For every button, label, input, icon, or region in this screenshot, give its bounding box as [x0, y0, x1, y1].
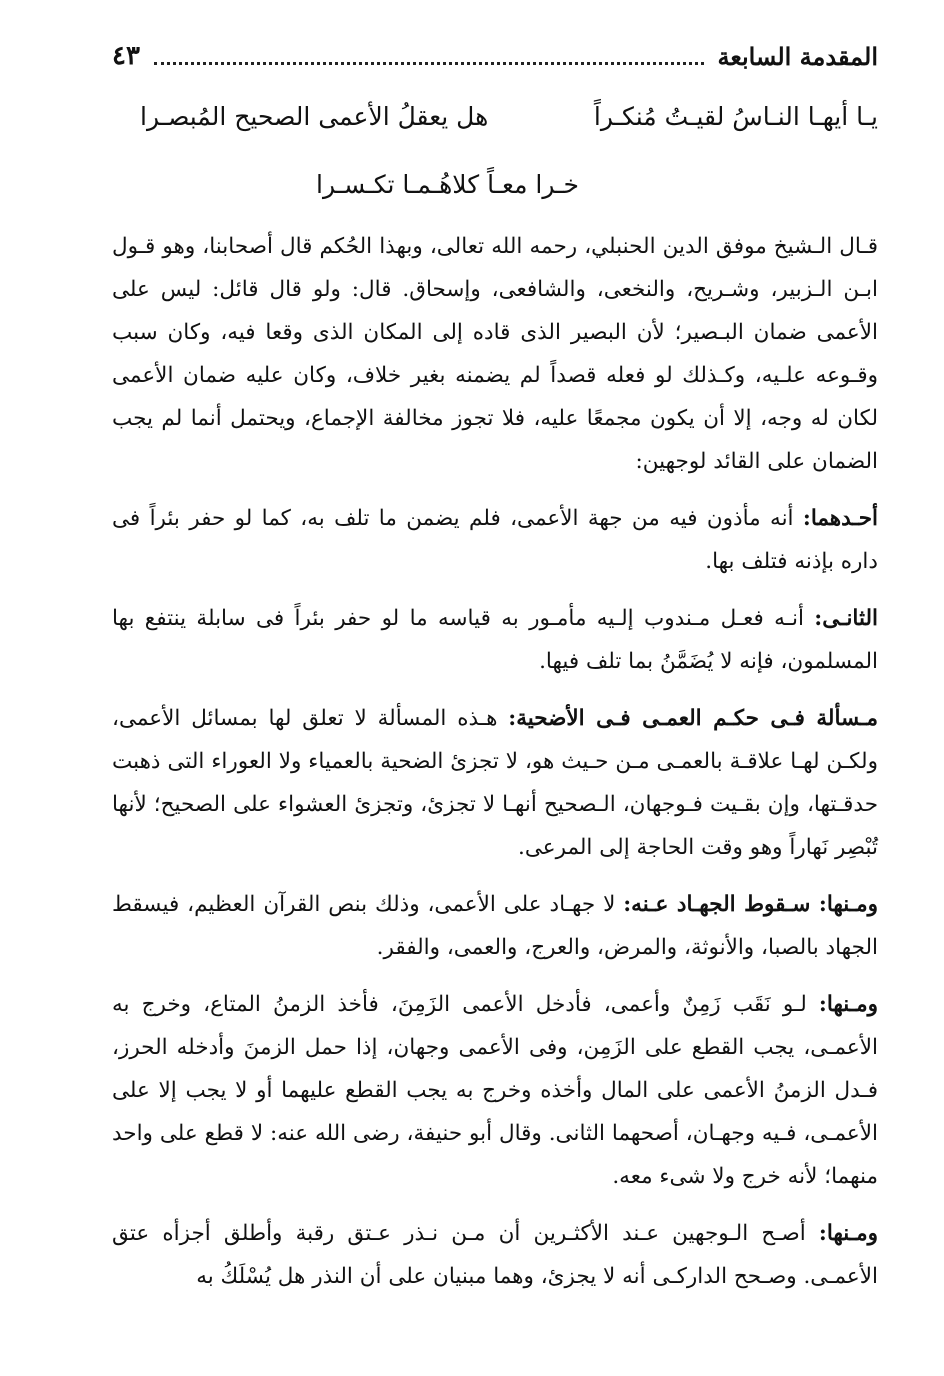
page-number: ٤٣: [112, 41, 140, 71]
dot-leader: [154, 48, 704, 65]
paragraph: [112, 597, 878, 683]
paragraph-lead: ومـنها:: [818, 992, 878, 1017]
paragraph-lead: ومـنها:: [818, 1221, 878, 1246]
poem-verse: [140, 102, 878, 132]
paragraph-text: قـال الـشيخ موفق الدين الحنبلي، رحمه الله تعالى، وبهذا الحُكم قال أصحابنا، وهو قـول ابـن الـزبير، وشـريح، والنخعى، والشافعى، وإسحاق. قال: ولو قال قائل: ليس على الأعمى ضمان البـصير؛ لأن البصير الذى قاده إلى المكان الذى وقعا فيه، وكان سبب وقـوعه علـيه، وكـذلك لو فعله قصداً لم يضمنه بغير خلاف، وكان عليه ضمان الأعمى لكان له وجه، إلا أن يكون مجمعًا عليه، فلا تجوز مخالفة الإجماع، ويحتمل أنما لم يجب الضمان على القائد لوجهين:: [112, 234, 879, 474]
paragraph-lead: مـسألة فـى حكـم العمـى فـى الأضحية:: [508, 706, 878, 731]
paragraph-text: لا جهـاد على الأعمى، وذلك بنص القرآن العظيم، فيسقط الجهاد بالصبا، والأنوثة، والمرض، والعرج، والعمى، والفقر.: [112, 892, 878, 960]
paragraph-lead: أحـدهما:: [802, 506, 878, 531]
paragraph: [112, 697, 878, 869]
paragraph-lead: ومـنها: سـقوط الجهـاد عـنه:: [623, 892, 878, 917]
verse-line-1: [140, 102, 878, 132]
paragraph-text: لـو نَقَب زَمِنٌ وأعمى، فأدخل الأعمى الزَمِنَ، فأخذ الزمنُ المتاع، وخرج به الأعمـى، يجب القطع على الزَمِن، وفى الأعمى وجهان، إذا حمل الزمنَ وأدخله الحرز، فـدل الزمنُ الأعمى على المال وأخذه وخرج به يجب القطع عليهما أو لا يجب إلا على الأعمـى، فـيه وجهـان، أصحهما الثانى. وقال أبو حنيفة، رضى الله عنه: لا قطع على واحد منهما؛ لأنه خرج ولا شىء معه.: [112, 992, 878, 1189]
paragraph-lead: الثانـى:: [814, 606, 878, 631]
paragraph: [112, 225, 878, 483]
paragraph: [112, 497, 878, 583]
verse-hemistich-right: يـا أيهـا النـاسُ لقيـتُ مُنكـراً: [593, 102, 878, 131]
body-text: [112, 225, 878, 1312]
paragraph-text: أنـه فعـل مـندوب إلـيه مأمـور به قياسه ما لو حفر بئراً فى سابلة ينتفع بها المسلمون، فإنه لا يُضَمَّنُ بما تلف فيها.: [112, 606, 878, 674]
section-title: المقدمة السابعة: [717, 41, 878, 71]
paragraph: [112, 883, 878, 969]
paragraph-text: أصـح الـوجهين عـند الأكثـرين أن مـن نـذر عـتق رقبة وأطلق أجزأه عتق الأعمـى. وصـحح الداركـى أنه لا يجزئ، وهما مبنيان على أن النذر هل يُسْلَكُ به: [112, 1221, 878, 1289]
verse-line-2: خـرا معـاً كلاهُـمـا تكـسـرا: [316, 170, 579, 199]
running-header: [112, 38, 878, 74]
paragraph-text: أنه مأذون فيه من جهة الأعمى، فلم يضمن ما تلف به، كما لو حفر بئراً فى داره بإذنه فتلف بها.: [112, 506, 878, 574]
verse-hemistich-left: هل يعقلُ الأعمى الصحيح المُبصـرا: [140, 102, 489, 131]
paragraph: [112, 983, 878, 1198]
paragraph: [112, 1212, 878, 1298]
paragraph-text: هـذه المسألة لا تعلق لها بمسائل الأعمى، ولكـن لهـا علاقـة بالعمـى مـن حـيث هو، لا تجزئ الضحية بالعمياء ولا العوراء التى ذهبت حدقـتها، وإن بقـيت فـوجهان، الـصحيح أنهـا لا تجزئ، وتجزئ العشواء على الصحيح؛ لأنها تُبْصِر نَهاراً وهو وقت الحاجة إلى المرعى.: [112, 706, 878, 860]
